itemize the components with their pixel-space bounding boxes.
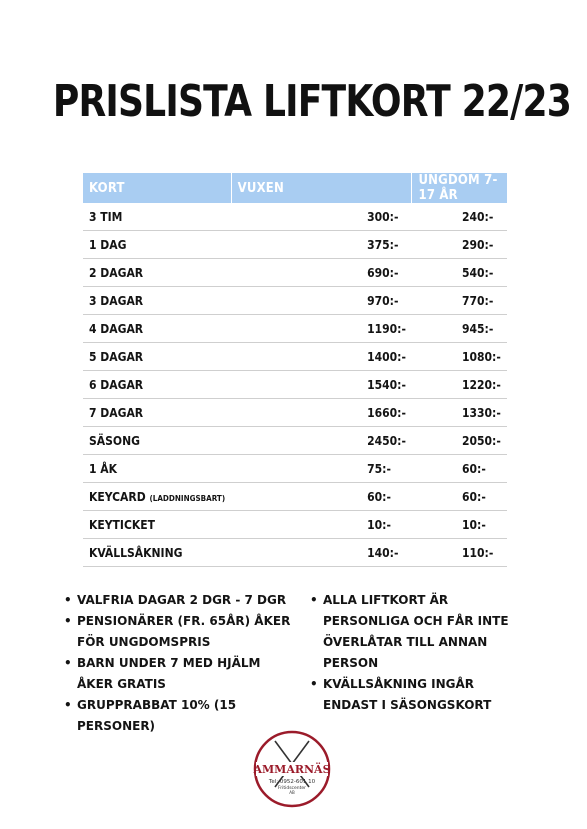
cell-vuxen-price: 140:- [231, 539, 412, 567]
cell-kort [83, 399, 231, 427]
notes-right-list [310, 590, 525, 716]
logo-name: AMMARNÄS [253, 763, 331, 776]
cell-kort [83, 287, 231, 315]
cell-kort [83, 427, 231, 455]
cell-ungdom-price: 60:- [412, 483, 507, 511]
kort-label: KEYCARD [89, 489, 146, 504]
notes-left-list [64, 590, 294, 737]
cell-ungdom-price: 770:- [412, 287, 507, 315]
cell-vuxen-price: 60:- [231, 483, 412, 511]
header-vuxen: VUXEN [231, 173, 412, 203]
cell-vuxen-price: 690:- [231, 259, 412, 287]
table-row [83, 483, 507, 511]
cell-ungdom-price: 945:- [412, 315, 507, 343]
cell-kort [83, 539, 231, 567]
cell-vuxen-price: 300:- [231, 203, 412, 231]
table-row [83, 343, 507, 371]
logo-suffix: AB [289, 790, 295, 795]
cell-vuxen-price: 2450:- [231, 427, 412, 455]
info-bullet: • PENSIONÄRER (FR. 65ÅR) ÅKER FÖR UNGDOMSPRIS [64, 611, 294, 653]
table-row [83, 203, 507, 231]
table-row [83, 371, 507, 399]
info-bullet: • ALLA LIFTKORT ÄR PERSONLIGA OCH FÅR INTE ÖVERLÅTAR TILL ANNAN PERSON [310, 590, 525, 674]
price-table-body [83, 203, 507, 567]
kort-label: 3 TIM [89, 209, 123, 224]
cell-kort [83, 203, 231, 231]
cell-vuxen-price: 10:- [231, 511, 412, 539]
cell-kort [83, 511, 231, 539]
table-row [83, 399, 507, 427]
cell-kort [83, 455, 231, 483]
table-row [83, 511, 507, 539]
kort-label: 7 DAGAR [89, 405, 144, 420]
info-bullet: • GRUPPRABBAT 10% (15 PERSONER) [64, 695, 294, 737]
header-ungdom: UNGDOM 7-17 ÅR [412, 173, 507, 203]
cell-vuxen-price: 375:- [231, 231, 412, 259]
cell-kort [83, 343, 231, 371]
cell-kort [83, 231, 231, 259]
table-row [83, 455, 507, 483]
cell-vuxen-price: 970:- [231, 287, 412, 315]
kort-label: 5 DAGAR [89, 349, 144, 364]
logo-company: Fritidscenter [277, 786, 307, 791]
table-row [83, 231, 507, 259]
cell-kort [83, 315, 231, 343]
info-bullet: • VALFRIA DAGAR 2 DGR - 7 DGR [64, 590, 294, 611]
kort-label: 4 DAGAR [89, 321, 144, 336]
cell-vuxen-price: 1540:- [231, 371, 412, 399]
logo-phone: Tel: 0952-601 10 [268, 779, 316, 785]
cell-kort [83, 259, 231, 287]
table-row [83, 287, 507, 315]
kort-label: 1 DAG [89, 237, 127, 252]
table-row [83, 315, 507, 343]
table-row [83, 427, 507, 455]
table-row [83, 539, 507, 567]
table-row [83, 259, 507, 287]
kort-label: 6 DAGAR [89, 377, 144, 392]
kort-label: 2 DAGAR [89, 265, 144, 280]
ammarnas-logo [252, 729, 332, 809]
kort-label: 1 ÅK [89, 461, 117, 476]
cell-vuxen-price: 1400:- [231, 343, 412, 371]
kort-label: 3 DAGAR [89, 293, 144, 308]
cell-vuxen-price: 1660:- [231, 399, 412, 427]
cell-vuxen-price: 1190:- [231, 315, 412, 343]
kort-label: KVÄLLSÅKNING [89, 545, 183, 560]
cell-ungdom-price: 2050:- [412, 427, 507, 455]
header-kort: KORT [83, 173, 231, 203]
cell-ungdom-price: 290:- [412, 231, 507, 259]
page-title: PRISLISTA LIFTKORT 22/23 [52, 76, 572, 127]
cell-kort [83, 371, 231, 399]
info-bullet: • KVÄLLSÅKNING INGÅR ENDAST I SÄSONGSKORT [310, 674, 525, 716]
cell-ungdom-price: 1080:- [412, 343, 507, 371]
table-header-row [83, 173, 507, 203]
price-table [83, 173, 507, 567]
cell-ungdom-price: 60:- [412, 455, 507, 483]
cell-vuxen-price: 75:- [231, 455, 412, 483]
cell-ungdom-price: 1220:- [412, 371, 507, 399]
cell-ungdom-price: 10:- [412, 511, 507, 539]
cell-ungdom-price: 240:- [412, 203, 507, 231]
cell-ungdom-price: 110:- [412, 539, 507, 567]
kort-label: KEYTICKET [89, 517, 155, 532]
cell-ungdom-price: 540:- [412, 259, 507, 287]
cell-kort [83, 483, 231, 511]
kort-label: SÄSONG [89, 433, 140, 448]
cell-ungdom-price: 1330:- [412, 399, 507, 427]
info-bullet: • BARN UNDER 7 MED HJÄLM ÅKER GRATIS [64, 653, 294, 695]
kort-note: (LADDNINGSBART) [149, 493, 226, 503]
